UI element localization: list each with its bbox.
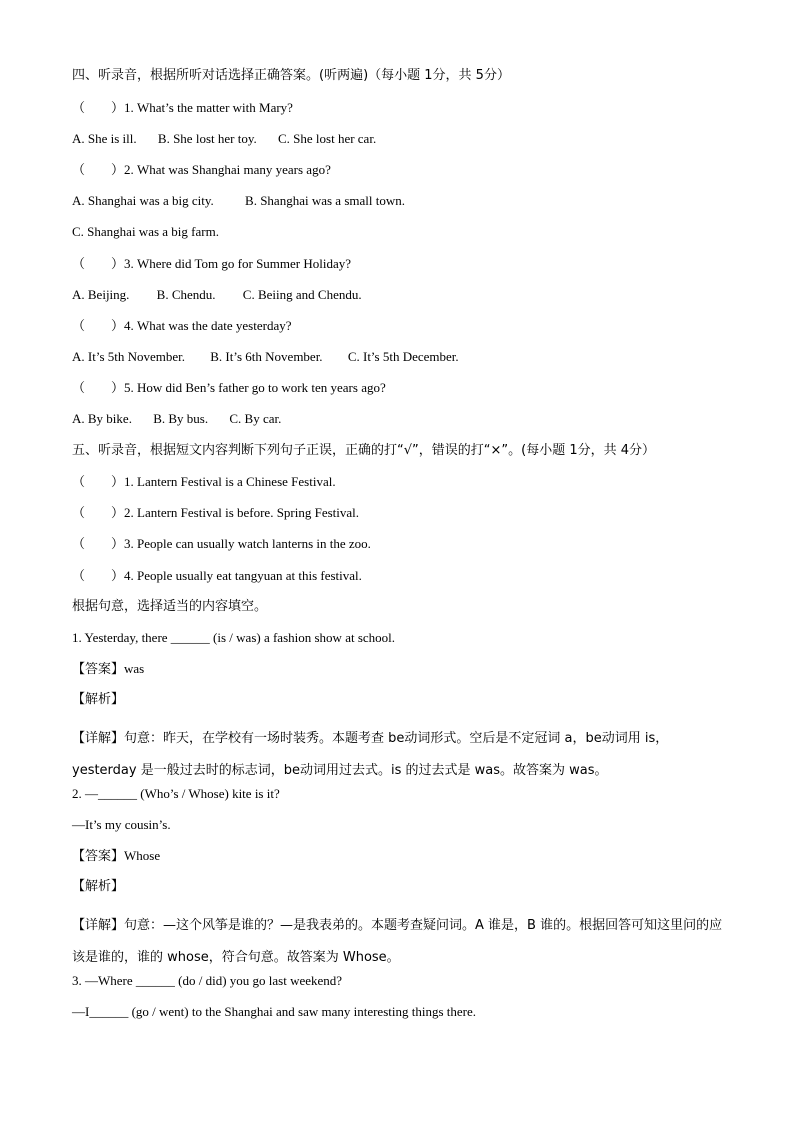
option-a: A. By bike.: [72, 411, 132, 426]
option-b: B. Shanghai was a small town.: [245, 193, 405, 208]
section5-heading: 五、听录音，根据短文内容判断下列句子正误，正确的打“√”，错误的打“×”。(每小题 1分，共 4分）: [72, 443, 655, 458]
answer-value: was: [124, 661, 145, 676]
s6-q2-answer: [72, 847, 732, 866]
s5-item-3: （ ）3. People can usually watch lanterns in the zoo.: [72, 536, 371, 551]
option-b: B. Chendu.: [156, 287, 216, 302]
s5-item-4: （ ）4. People usually eat tangyuan at this festival.: [72, 568, 362, 583]
s6-q2-text: 2. —______ (Who’s / Whose) kite is it?: [72, 786, 280, 801]
s6-q1-text: 1. Yesterday, there ______ (is / was) a fashion show at school.: [72, 630, 396, 645]
s4-q2-option-c: C. Shanghai was a big farm.: [72, 224, 219, 239]
s4-q4-options: [72, 348, 732, 366]
answer-tag: 【答案】: [72, 662, 125, 677]
answer-value: Whose: [124, 848, 161, 863]
s4-q5-options: [72, 410, 732, 428]
option-a: A. Beijing.: [72, 287, 130, 302]
s4-q1-stem: （ ）1. What’s the matter with Mary?: [72, 100, 293, 115]
s5-item-1: （ ）1. Lantern Festival is a Chinese Festival.: [72, 474, 336, 489]
option-b: B. It’s 6th November.: [210, 349, 323, 364]
section6-heading: 根据句意，选择适当的内容填空。: [72, 599, 268, 614]
detail-text: 句意：昨天，在学校有一场时装秀。本题考查 be动词形式。空后是不定冠词 a，be动词用 is，yesterday 是一般过去时的标志词，be动词用过去式。is 的过去式是 was。故答案为 was。: [72, 731, 669, 778]
s6-q2-analysis-tag: 【解析】: [72, 879, 125, 894]
s4-q2-stem: （ ）2. What was Shanghai many years ago?: [72, 162, 331, 177]
s4-q1-options: [72, 130, 732, 148]
s4-q3-options: [72, 286, 732, 304]
option-c: C. By car.: [229, 411, 282, 426]
s6-q1-detail: [72, 722, 732, 786]
answer-tag: 【答案】: [72, 849, 125, 864]
s4-q4-stem: （ ）4. What was the date yesterday?: [72, 318, 292, 333]
s4-q2-options: [72, 192, 732, 210]
s6-q1-analysis-tag: 【解析】: [72, 692, 125, 707]
s5-item-2: （ ）2. Lantern Festival is before. Spring Festival.: [72, 505, 360, 520]
option-b: B. By bus.: [153, 411, 209, 426]
option-c: C. She lost her car.: [277, 131, 377, 146]
detail-tag: 【详解】: [72, 918, 125, 933]
s6-q2-detail: [72, 909, 732, 973]
detail-tag: 【详解】: [72, 731, 125, 746]
s6-q2-reply: —It’s my cousin’s.: [72, 817, 171, 832]
option-c: C. It’s 5th December.: [347, 349, 459, 364]
s6-q1-answer: [72, 660, 732, 679]
detail-text: 句意：—这个风筝是谁的？—是我表弟的。本题考查疑问词。A 谁是，B 谁的。根据回答可知这里问的应该是谁的，谁的 whose，符合句意。故答案为 Whose。: [72, 918, 723, 965]
option-a: A. She is ill.: [72, 131, 137, 146]
option-c: C. Beiing and Chendu.: [242, 287, 362, 302]
section4-heading: 四、听录音，根据所听对话选择正确答案。(听两遍)（每小题 1分，共 5分）: [72, 68, 510, 83]
option-a: A. It’s 5th November.: [72, 349, 186, 364]
s4-q3-stem: （ ）3. Where did Tom go for Summer Holiday?: [72, 256, 352, 271]
option-a: A. Shanghai was a big city.: [72, 193, 214, 208]
s6-q3-text: 3. —Where ______ (do / did) you go last weekend?: [72, 973, 343, 988]
s4-q5-stem: （ ）5. How did Ben’s father go to work ten years ago?: [72, 380, 386, 395]
option-b: B. She lost her toy.: [157, 131, 257, 146]
s6-q3-reply: —I______ (go / went) to the Shanghai and saw many interesting things there.: [72, 1004, 477, 1019]
